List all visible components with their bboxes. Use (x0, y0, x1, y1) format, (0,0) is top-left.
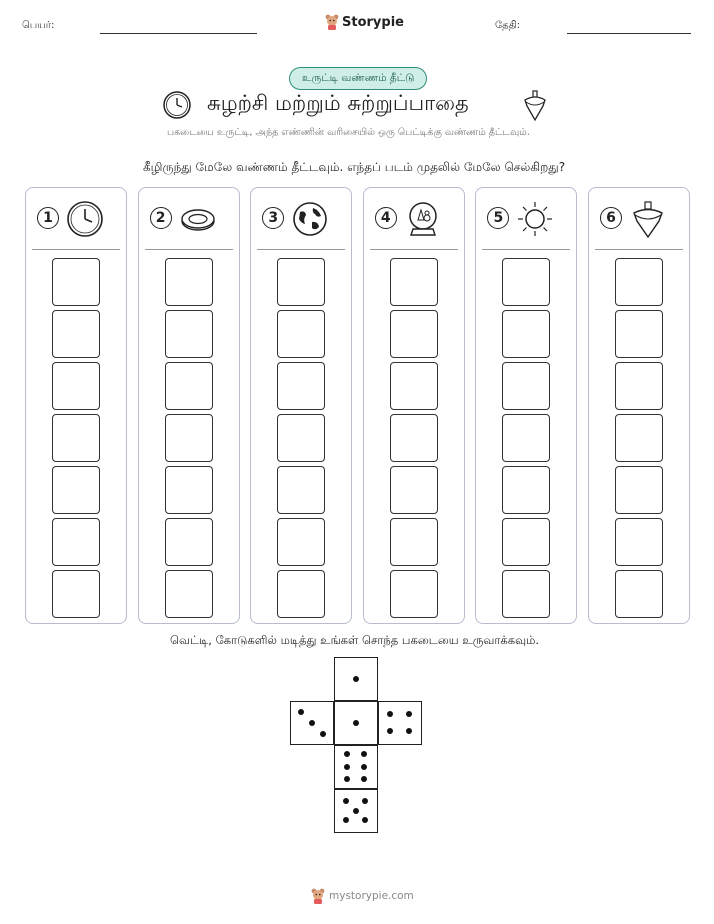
column-divider (482, 249, 570, 250)
color-box[interactable] (502, 466, 550, 514)
dice-pip (362, 817, 368, 823)
color-box[interactable] (390, 570, 438, 618)
color-box[interactable] (52, 518, 100, 566)
color-box[interactable] (615, 518, 663, 566)
dice-pip (344, 751, 350, 757)
color-box[interactable] (277, 466, 325, 514)
dice-pip (406, 711, 412, 717)
column-number: 5 (487, 207, 509, 229)
color-box[interactable] (502, 258, 550, 306)
color-box[interactable] (390, 310, 438, 358)
footer (311, 888, 414, 904)
dice-face-1 (334, 701, 378, 745)
dice-face-3 (290, 701, 334, 745)
color-box[interactable] (615, 362, 663, 410)
color-box[interactable] (615, 310, 663, 358)
track-column-3 (250, 187, 352, 624)
color-box[interactable] (52, 466, 100, 514)
spinning-top-icon (522, 90, 548, 122)
dice-pip (298, 709, 304, 715)
color-box[interactable] (502, 362, 550, 410)
track-column-1 (25, 187, 127, 624)
bear-icon (325, 14, 339, 30)
column-divider (145, 249, 233, 250)
color-box[interactable] (277, 414, 325, 462)
color-box[interactable] (165, 518, 213, 566)
dice-pip (309, 720, 315, 726)
dice-pip (353, 676, 359, 682)
dice-pip (343, 798, 349, 804)
ring-icon (179, 200, 217, 238)
color-box[interactable] (390, 362, 438, 410)
cut-fold-instruction: வெட்டி, கோடுகளில் மடித்து உங்கள் சொந்த பகடையை உருவாக்கவும். (170, 633, 539, 647)
dice-pip (353, 808, 359, 814)
color-box[interactable] (165, 258, 213, 306)
dice-pip (361, 776, 367, 782)
dice-pip (362, 798, 368, 804)
column-divider (257, 249, 345, 250)
dice-pip (344, 764, 350, 770)
column-number: 6 (600, 207, 622, 229)
color-box[interactable] (502, 310, 550, 358)
name-line[interactable] (100, 33, 257, 34)
color-box[interactable] (52, 414, 100, 462)
color-box[interactable] (502, 518, 550, 566)
footer-url[interactable]: mystorypie.com (329, 890, 414, 902)
color-box[interactable] (165, 570, 213, 618)
dice-face-4 (378, 701, 422, 745)
color-box[interactable] (52, 570, 100, 618)
dice-pip (361, 764, 367, 770)
dice-face-5 (334, 789, 378, 833)
color-box[interactable] (52, 258, 100, 306)
page-title: சுழற்சி மற்றும் சுற்றுப்பாதை (207, 91, 469, 115)
dice-face-6 (334, 745, 378, 789)
color-box[interactable] (165, 310, 213, 358)
track-column-5 (475, 187, 577, 624)
color-box[interactable] (52, 310, 100, 358)
color-box[interactable] (615, 466, 663, 514)
color-box[interactable] (277, 258, 325, 306)
snow-globe-icon (404, 200, 442, 238)
date-line[interactable] (567, 33, 691, 34)
name-label: பெயர்: (22, 20, 55, 31)
dice-pip (387, 711, 393, 717)
column-number: 4 (375, 207, 397, 229)
column-divider (595, 249, 683, 250)
dice-pip (361, 751, 367, 757)
dice-pip (387, 728, 393, 734)
column-divider (370, 249, 458, 250)
color-box[interactable] (615, 570, 663, 618)
dice-pip (406, 728, 412, 734)
clock-icon (162, 90, 192, 120)
column-number: 1 (37, 207, 59, 229)
color-box[interactable] (615, 414, 663, 462)
bear-icon (311, 888, 325, 904)
globe-icon (291, 200, 329, 238)
color-box[interactable] (390, 466, 438, 514)
column-number: 3 (262, 207, 284, 229)
color-box[interactable] (277, 310, 325, 358)
color-box[interactable] (165, 362, 213, 410)
color-box[interactable] (165, 414, 213, 462)
dice-face-1 (334, 657, 378, 701)
column-divider (32, 249, 120, 250)
dice-pip (344, 776, 350, 782)
color-box[interactable] (502, 414, 550, 462)
color-box[interactable] (52, 362, 100, 410)
color-box[interactable] (165, 466, 213, 514)
color-box[interactable] (277, 362, 325, 410)
brand-name: Storypie (342, 14, 404, 30)
color-box[interactable] (277, 518, 325, 566)
color-box[interactable] (502, 570, 550, 618)
column-number: 2 (150, 207, 172, 229)
date-label: தேதி: (495, 20, 521, 31)
dice-pip (343, 817, 349, 823)
spinning-top-icon (629, 200, 667, 238)
activity-badge: உருட்டி வண்ணம் தீட்டு (289, 67, 427, 90)
brand-logo (325, 14, 404, 30)
clock-icon (66, 200, 104, 238)
dice-pip (353, 720, 359, 726)
question-text: கீழிருந்து மேலே வண்ணம் தீட்டவும். எந்தப் படம் முதலில் மேலே செல்கிறது? (143, 160, 566, 174)
color-box[interactable] (615, 258, 663, 306)
color-box[interactable] (390, 258, 438, 306)
dice-pip (320, 731, 326, 737)
track-column-6 (588, 187, 690, 624)
color-box[interactable] (390, 414, 438, 462)
sun-icon (516, 200, 554, 238)
track-column-4 (363, 187, 465, 624)
track-column-2 (138, 187, 240, 624)
color-box[interactable] (390, 518, 438, 566)
color-box[interactable] (277, 570, 325, 618)
subtitle: பகடையை உருட்டி, அந்த எண்ணின் வரிசையில் ஒரு பெட்டிக்கு வண்ணம் தீட்டவும். (167, 127, 530, 138)
